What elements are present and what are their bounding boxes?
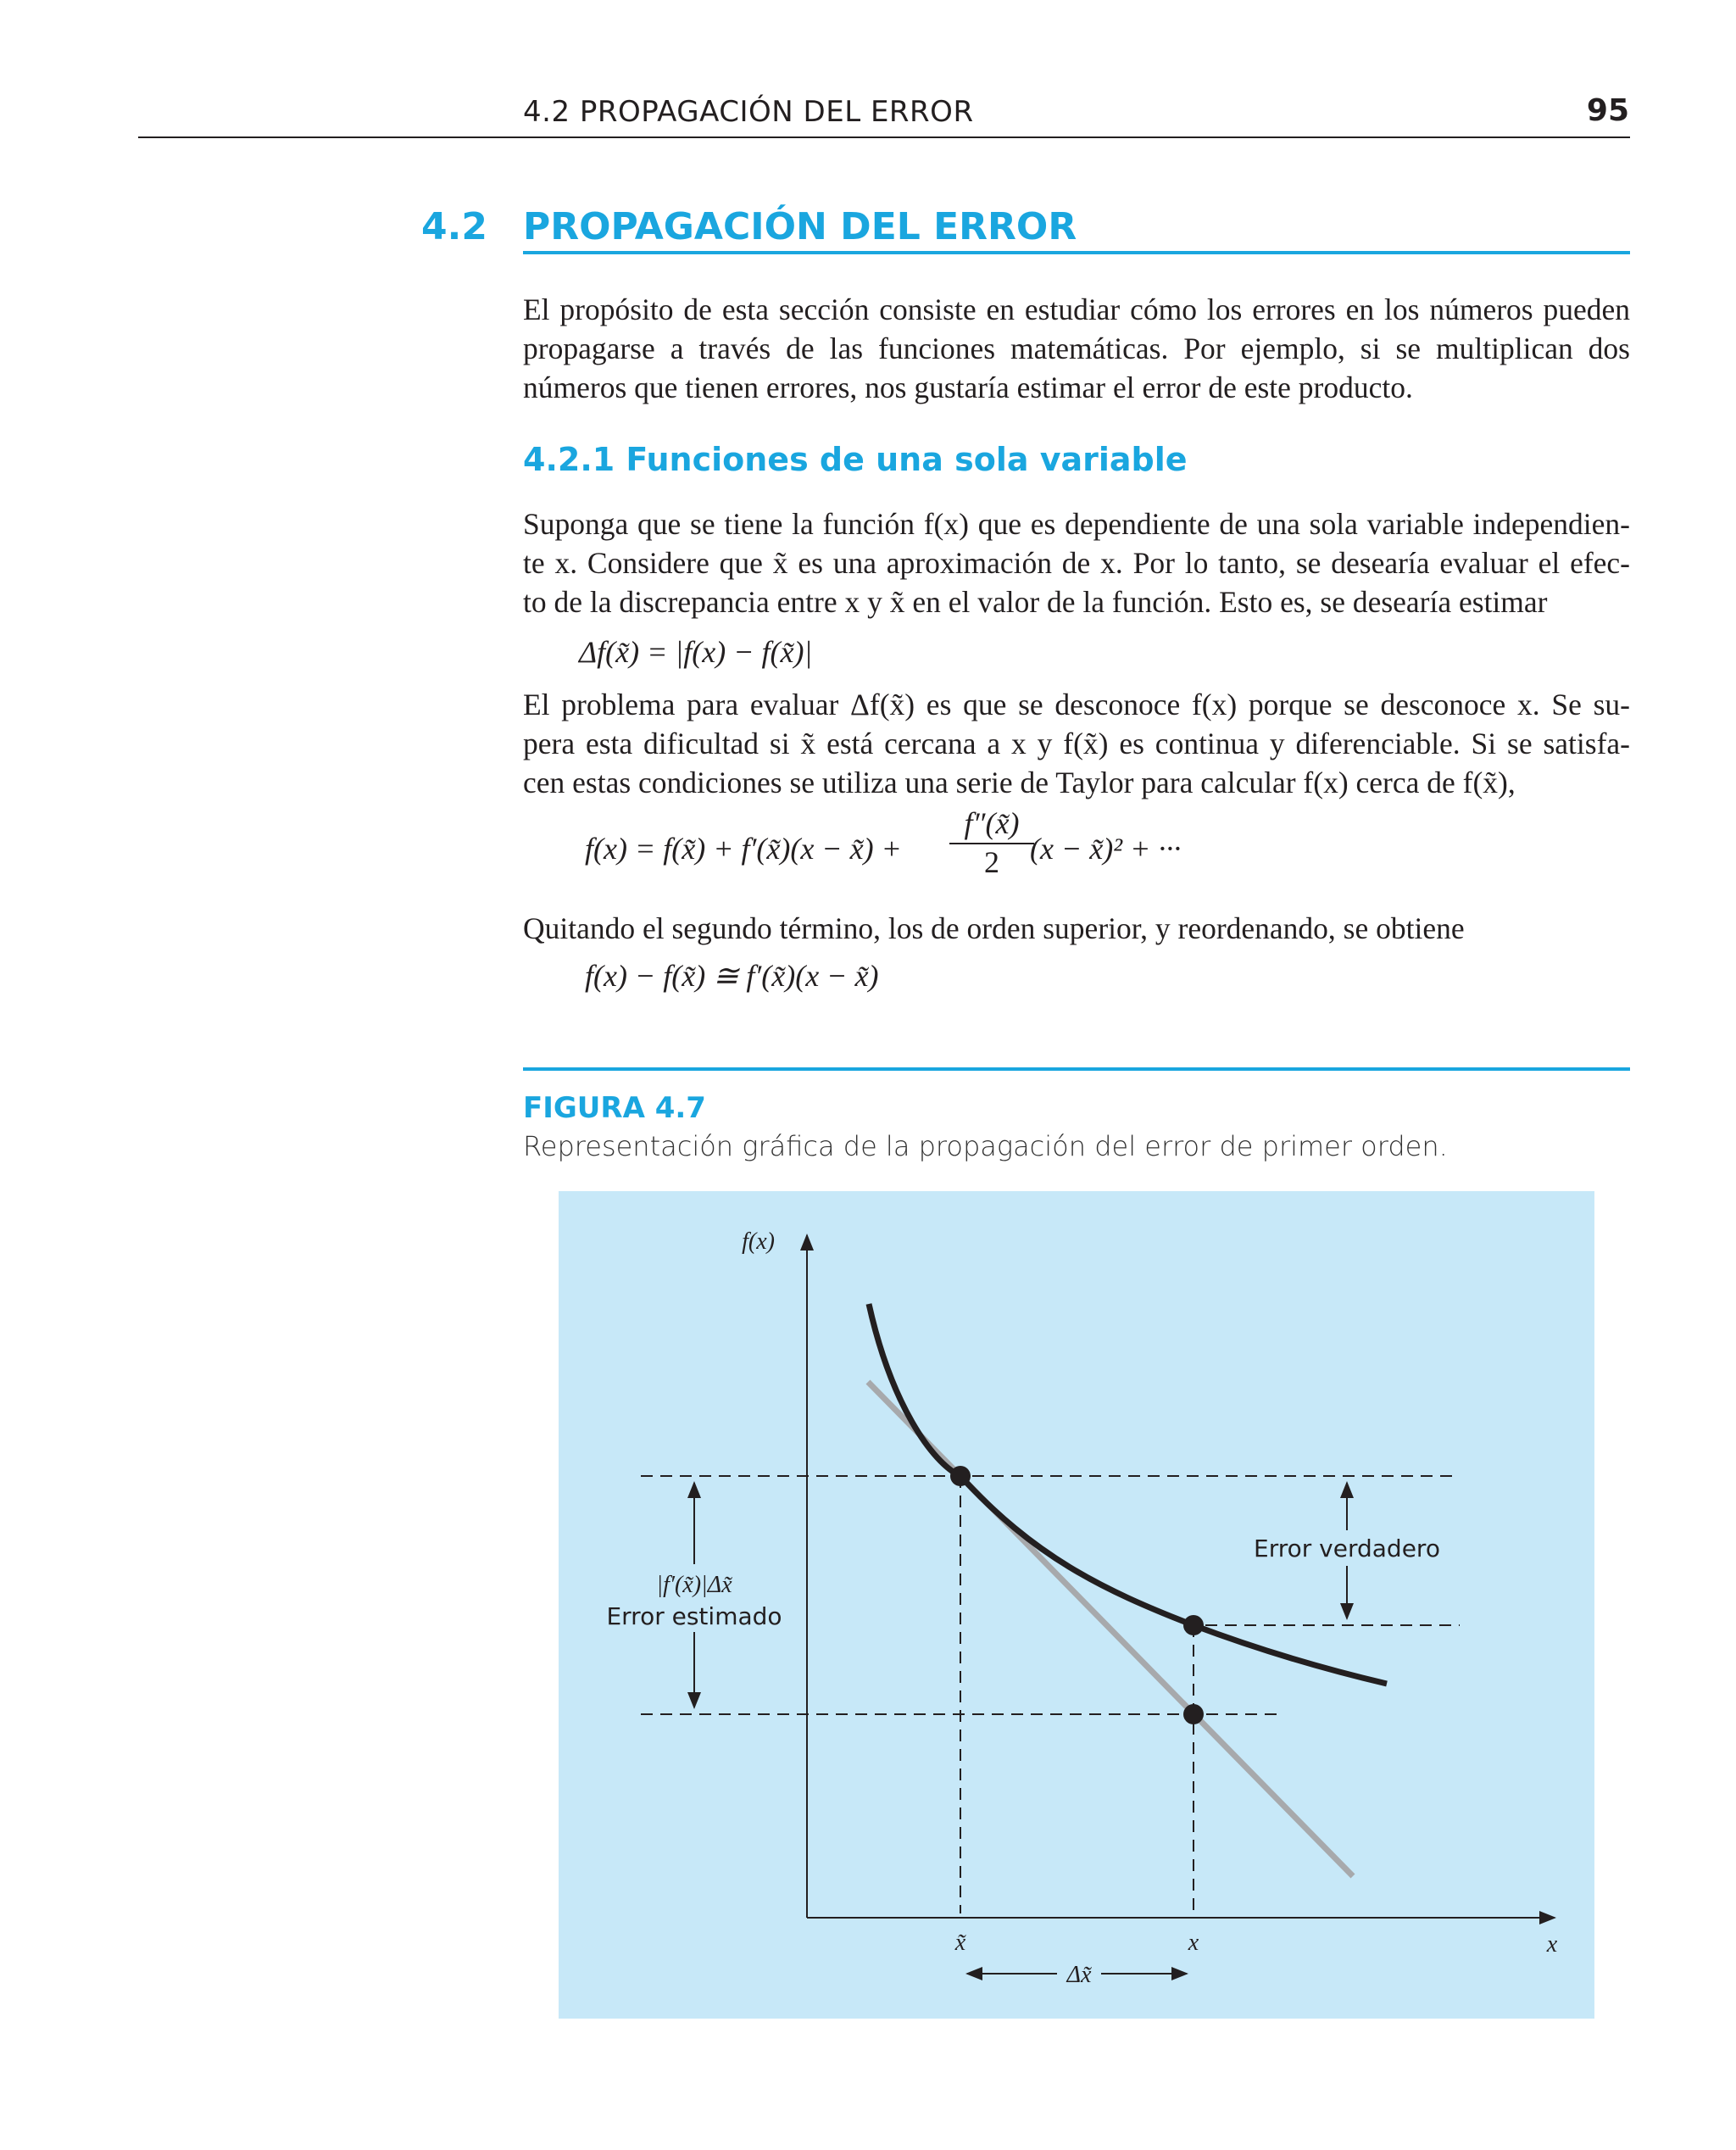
estimated-error-label: Error estimado [606, 1602, 782, 1630]
figure-label: FIGURA 4.7 [523, 1091, 706, 1125]
tangent-line [868, 1382, 1353, 1876]
equation-taylor-left: f(x) = f(x̃) + f′(x̃)(x − x̃) + [585, 832, 902, 866]
page-number: 95 [1586, 93, 1629, 128]
figure-caption: Representación gráfica de la propagación del error de primer orden. [523, 1130, 1448, 1162]
tick-label-xtilde: x̃ [954, 1930, 966, 1956]
paragraph-taylor [523, 685, 1630, 802]
fraction-numerator: f″(x̃) [949, 805, 1034, 844]
paragraph-line: propagarse a través de las funciones matemáticas. Por ejemplo, si se multiplican dos [523, 331, 1630, 365]
y-axis-label: f(x) [742, 1228, 775, 1255]
paragraph-line: to de la discrepancia entre x y x̃ en el valor de la función. Esto es, se desearía estimar [523, 585, 1548, 619]
paragraph-line: números que tienen errores, nos gustaría estimar el error de este producto. [523, 370, 1413, 404]
subsection-title: 4.2.1 Funciones de una sola variable [523, 441, 1188, 478]
function-curve [869, 1304, 1387, 1684]
tick-label-x: x [1188, 1930, 1199, 1956]
point-f-xtilde [950, 1466, 971, 1486]
paragraph-line: El problema para evaluar Δf(x̃) es que se desconoce f(x) porque se desconoce x. Se su- [523, 688, 1630, 721]
section-number: 4.2 [421, 205, 487, 248]
paragraph-intro [523, 290, 1630, 407]
paragraph-line: El propósito de esta sección consiste en estudiar cómo los errores en los números pueden [523, 292, 1630, 326]
paragraph-line: Quitando el segundo término, los de orden superior, y reordenando, se obtiene [523, 911, 1465, 945]
true-error-label: Error verdadero [1254, 1535, 1440, 1562]
header-rule [138, 136, 1630, 138]
section-rule [523, 251, 1630, 254]
point-tangent-x [1183, 1704, 1204, 1724]
figure-error-propagation [559, 1191, 1594, 2019]
point-f-x [1183, 1615, 1204, 1635]
equation-delta-f: Δf(x̃) = |f(x) − f(x̃)| [579, 635, 813, 669]
x-axis-label: x [1546, 1931, 1558, 1958]
equation-taylor-right: (x − x̃)² + ··· [1030, 832, 1182, 866]
running-head: 4.2 PROPAGACIÓN DEL ERROR [523, 95, 974, 129]
paragraph-single-variable [523, 504, 1630, 621]
figure-diagram [559, 1191, 1594, 2019]
paragraph-line: pera esta dificultad si x̃ está cercana a x y f(x̃) es continua y diferenciable. Si se satisfa- [523, 727, 1630, 760]
delta-x-label: Δx̃ [1066, 1962, 1092, 1988]
figure-rule [523, 1067, 1630, 1071]
paragraph-line: cen estas condiciones se utiliza una serie de Taylor para calcular f(x) cerca de f(x̃), [523, 766, 1516, 799]
equation-first-order: f(x) − f(x̃) ≅ f′(x̃)(x − x̃) [585, 959, 879, 993]
paragraph-line: Suponga que se tiene la función f(x) que es dependiente de una sola variable independien- [523, 507, 1630, 541]
fraction-denominator: 2 [984, 845, 999, 879]
section-title: PROPAGACIÓN DEL ERROR [523, 205, 1077, 248]
paragraph-line: te x. Considere que x̃ es una aproximación de x. Por lo tanto, se desearía evaluar el efec- [523, 546, 1630, 580]
equation-taylor-fraction [949, 805, 1034, 880]
paragraph-reorder [523, 909, 1630, 948]
estimated-error-formula: |f′(x̃)|Δx̃ [656, 1572, 732, 1598]
